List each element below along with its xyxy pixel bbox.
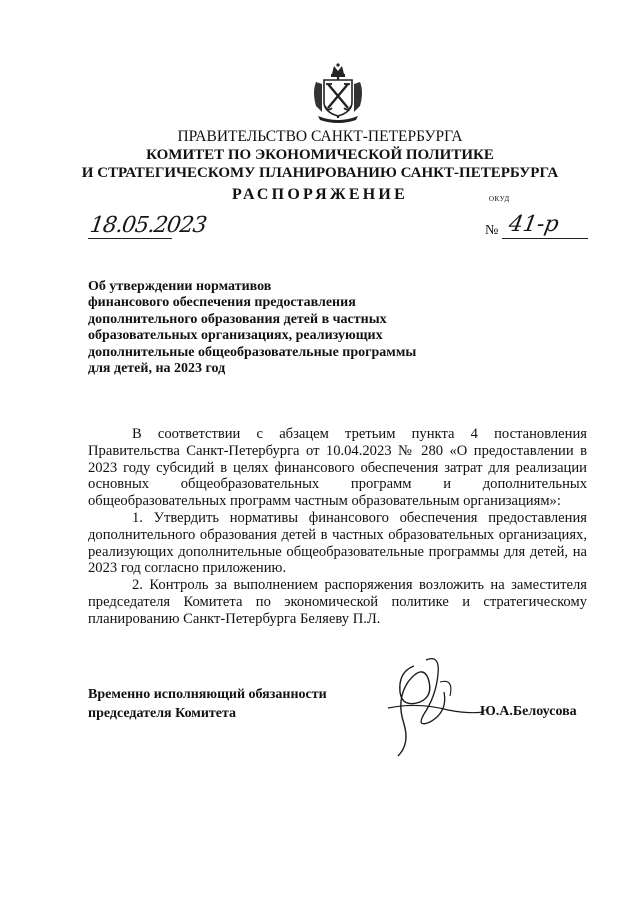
document-number: 41-р: [506, 212, 561, 237]
subject-line: образовательных организациях, реализующих: [88, 328, 383, 344]
subject-line: дополнительные общеобразовательные программы: [88, 344, 417, 360]
document-type-title: РАСПОРЯЖЕНИЕ: [232, 186, 408, 203]
preamble-paragraph: В соответствии с абзацем третьим пункта 4 постановления Правительства Санкт-Петербурга от 10.04.2023 № 280 «О предоставлении в 2023 году субсидий в целях финансового обеспечения затрат для реализации основных общеобразовательных программ и дополнительных общеобразовательных программ частным образовательным организациям»:: [88, 426, 587, 510]
document-date: 18.05.2023: [88, 213, 208, 238]
document-body: [88, 426, 587, 628]
item-1-paragraph: 1. Утвердить нормативы финансового обеспечения предоставления дополнительного образования детей в частных образовательных организациях, реализующих дополнительные общеобразовательные программы для детей, на 2023 год согласно приложению.: [88, 509, 587, 577]
number-underline: [502, 238, 588, 239]
subject-line: Об утверждении нормативов: [88, 279, 272, 294]
signatory-position: [88, 685, 327, 723]
st-petersburg-coat-of-arms-icon: [310, 62, 366, 124]
position-line1: Временно исполняющий обязанности: [88, 687, 327, 702]
document-subject: [88, 279, 468, 377]
okud-label: ОКУД: [489, 195, 510, 203]
subject-line: дополнительного образования детей в частных: [88, 311, 387, 327]
subject-line: финансового обеспечения предоставления: [88, 295, 356, 311]
government-title: ПРАВИТЕЛЬСТВО САНКТ-ПЕТЕРБУРГА: [177, 128, 463, 145]
committee-title-line1: КОМИТЕТ ПО ЭКОНОМИЧЕСКОЙ ПОЛИТИКЕ: [146, 147, 494, 163]
subject-line: для детей, на 2023 год: [88, 361, 226, 377]
number-sign: №: [485, 223, 499, 238]
date-underline: [88, 238, 172, 239]
signatory-name: Ю.А.Белоусова: [480, 704, 577, 719]
committee-title-line2: И СТРАТЕГИЧЕСКОМУ ПЛАНИРОВАНИЮ САНКТ-ПЕТЕРБУРГА: [81, 165, 559, 181]
position-line2: председателя Комитета: [88, 706, 237, 721]
handwritten-signature-icon: [378, 652, 486, 762]
item-2-paragraph: 2. Контроль за выполнением распоряжения возложить на заместителя председателя Комитета по экономической политике и стратегическому планированию Санкт-Петербурга Беляеву П.Л.: [88, 577, 587, 627]
